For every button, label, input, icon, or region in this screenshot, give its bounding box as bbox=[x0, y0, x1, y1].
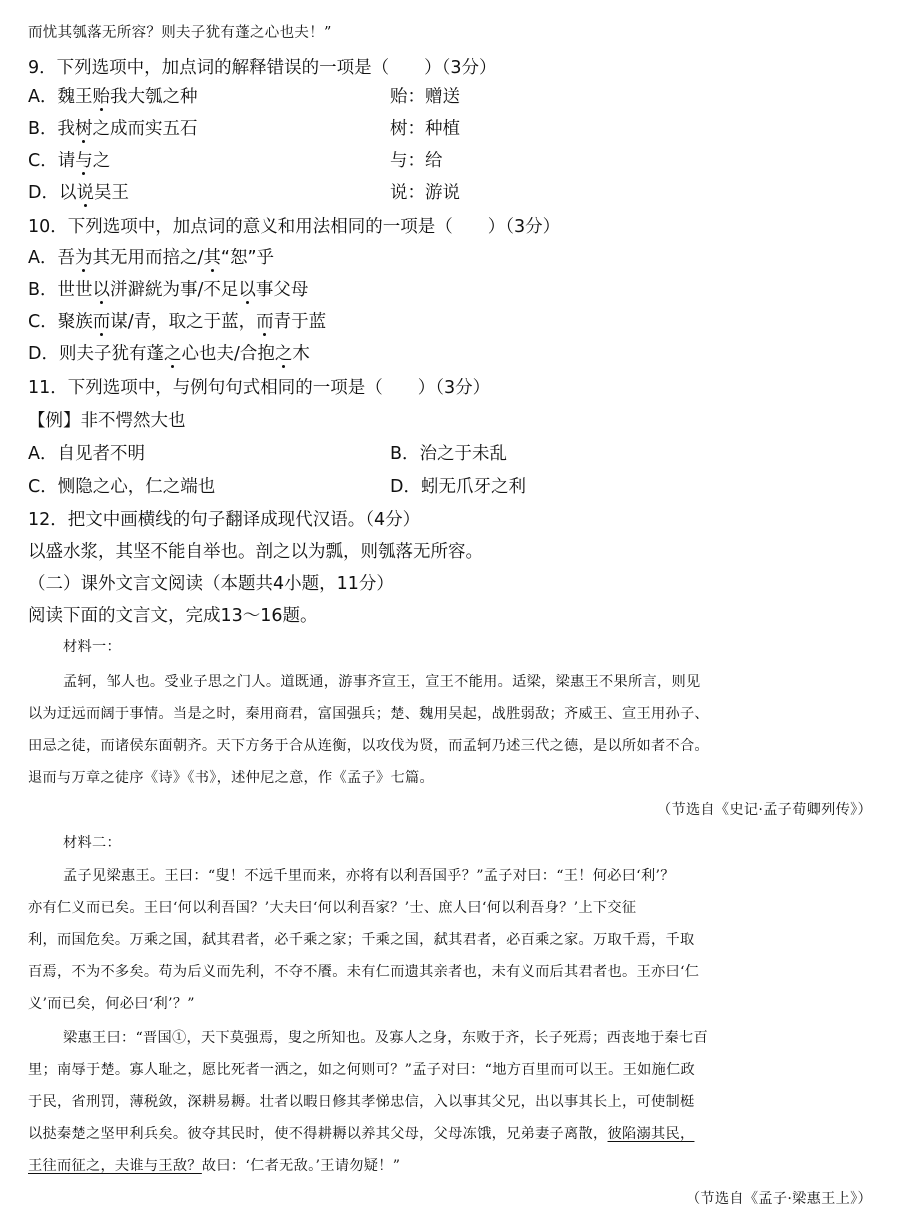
q11-option-c[interactable]: C．恻隐之心，仁之端也 bbox=[28, 477, 216, 497]
q10-option-a[interactable]: A．吾为其无用而掊之/其“恕”乎 bbox=[28, 248, 275, 268]
question-12-stem: 12．把文中画横线的句子翻译成现代汉语。（4分） bbox=[28, 510, 421, 530]
material-2-line: 于民，省刑罚，薄税敛，深耕易耨。壮者以暇日修其孝悌忠信，入以事其父兄，出以事其长上，可使制梃 bbox=[28, 1094, 695, 1110]
q11-option-a[interactable]: A．自见者不明 bbox=[28, 444, 145, 464]
emphasis-dot: 与 bbox=[75, 151, 93, 171]
q9-option-d[interactable]: D．以说吴王 bbox=[28, 183, 129, 203]
q11-option-d[interactable]: D．蚓无爪牙之利 bbox=[390, 477, 526, 497]
emphasis-dot: 之 bbox=[163, 344, 182, 364]
material-2-line: 义’而已矣，何必曰‘利’？” bbox=[28, 996, 195, 1012]
emphasis-dot: 以 bbox=[92, 280, 111, 300]
section-2-instruction: 阅读下面的文言文，完成13～16题。 bbox=[28, 606, 318, 626]
material-1-source: （节选自《史记·孟子荀卿列传》） bbox=[656, 802, 872, 818]
emphasis-dot: 说 bbox=[76, 183, 94, 203]
q9-gloss-d: 说：游说 bbox=[390, 183, 460, 203]
material-1-line: 田忌之徒，而诸侯东面朝齐。天下方务于合从连衡，以攻伐为贤，而孟轲乃述三代之德，是以所如者不合。 bbox=[28, 738, 709, 754]
question-11-stem: 11．下列选项中，与例句句式相同的一项是（ ）（3分） bbox=[28, 378, 491, 398]
q9-option-a[interactable]: A．魏王贻我大瓠之种 bbox=[28, 87, 198, 107]
material-2-line: 利，而国危矣。万乘之国，弑其君者，必千乘之家；千乘之国，弑其君者，必百乘之家。万取千焉，千取 bbox=[28, 932, 695, 948]
emphasis-dot: 之 bbox=[274, 344, 293, 364]
material-1-label: 材料一： bbox=[63, 639, 121, 655]
q11-option-b[interactable]: B．治之于未乱 bbox=[390, 444, 508, 464]
material-2-label: 材料二： bbox=[63, 835, 121, 851]
q9-gloss-a: 贻：赠送 bbox=[390, 87, 460, 107]
q12-sentence: 以盛水浆，其坚不能自举也。剖之以为瓢，则瓠落无所容。 bbox=[28, 542, 483, 562]
emphasis-dot: 其 bbox=[203, 248, 221, 268]
material-1-line: 以为迂远而阔于事情。当是之时，秦用商君，富国强兵；楚、魏用吴起，战胜弱敌；齐威王、宣王用孙子、 bbox=[28, 706, 709, 722]
q11-example: 【例】非不愕然大也 bbox=[28, 411, 186, 431]
q10-option-d[interactable]: D．则夫子犹有蓬之心也夫/合抱之木 bbox=[28, 344, 310, 364]
emphasis-dot: 为 bbox=[74, 248, 93, 268]
q9-option-c[interactable]: C．请与之 bbox=[28, 151, 111, 171]
material-2-line: 王往而征之，夫谁与王敌？故曰：‘仁者无敌。’王请勿疑！” bbox=[28, 1158, 401, 1174]
q9-gloss-c: 与：给 bbox=[390, 151, 443, 171]
q10-option-b[interactable]: B．世世以洴澼絖为事/不足以事父母 bbox=[28, 280, 309, 300]
question-10-stem: 10．下列选项中，加点词的意义和用法相同的一项是（ ）（3分） bbox=[28, 217, 561, 237]
material-1-line: 退而与万章之徒序《诗》《书》，述仲尼之意，作《孟子》七篇。 bbox=[28, 770, 434, 786]
emphasis-dot: 树 bbox=[75, 119, 93, 139]
emphasis-dot: 而 bbox=[256, 312, 274, 332]
emphasis-dot: 而 bbox=[92, 312, 111, 332]
material-2-line: 梁惠王曰：“晋国①，天下莫强焉，叟之所知也。及寡人之身，东败于齐，长子死焉；西丧地于秦七百 bbox=[63, 1030, 709, 1046]
emphasis-dot: 贻 bbox=[92, 87, 110, 107]
underlined-sentence: 彼陷溺其民， bbox=[607, 1126, 695, 1142]
material-2-line: 百焉，不为不多矣。苟为后义而先利，不夺不餍。未有仁而遗其亲者也，未有义而后其君者也。王亦曰‘仁 bbox=[28, 964, 700, 980]
material-2-line: 孟子见梁惠王。王曰：“叟！不远千里而来，亦将有以利吾国乎？”孟子对曰：“王！何必曰‘利’？ bbox=[63, 868, 675, 884]
q10-option-c[interactable]: C．聚族而谋/青，取之于蓝，而青于蓝 bbox=[28, 312, 327, 332]
material-2-line: 以挞秦楚之坚甲利兵矣。彼夺其民时，使不得耕耨以养其父母，父母冻饿，兄弟妻子离散，彼陷溺其民， bbox=[28, 1126, 695, 1142]
material-2-line: 里；南辱于楚。寡人耻之，愿比死者一洒之，如之何则可？”孟子对曰：“地方百里而可以王。王如施仁政 bbox=[28, 1062, 696, 1078]
question-9-stem: 9．下列选项中，加点词的解释错误的一项是（ ）（3分） bbox=[28, 58, 497, 78]
material-1-line: 孟轲，邹人也。受业子思之门人。道既通，游事齐宣王，宣王不能用。适梁，梁惠王不果所言，则见 bbox=[63, 674, 701, 690]
material-2-source: （节选自《孟子·梁惠王上》） bbox=[685, 1191, 872, 1207]
material-2-line: 亦有仁义而已矣。王曰‘何以利吾国？’大夫曰‘何以利吾家？’士、庶人曰‘何以利吾身？’上下交征 bbox=[28, 900, 637, 916]
emphasis-dot: 以 bbox=[238, 280, 256, 300]
q9-option-b[interactable]: B．我树之成而实五石 bbox=[28, 119, 198, 139]
passage-top-line: 而忧其瓠落无所容？则夫子犹有蓬之心也夫！” bbox=[28, 25, 332, 41]
q9-gloss-b: 树：种植 bbox=[390, 119, 460, 139]
underlined-sentence: 王往而征之，夫谁与王敌？ bbox=[28, 1158, 202, 1174]
section-2-title: （二）课外文言文阅读（本题共4小题，11分） bbox=[28, 574, 394, 594]
